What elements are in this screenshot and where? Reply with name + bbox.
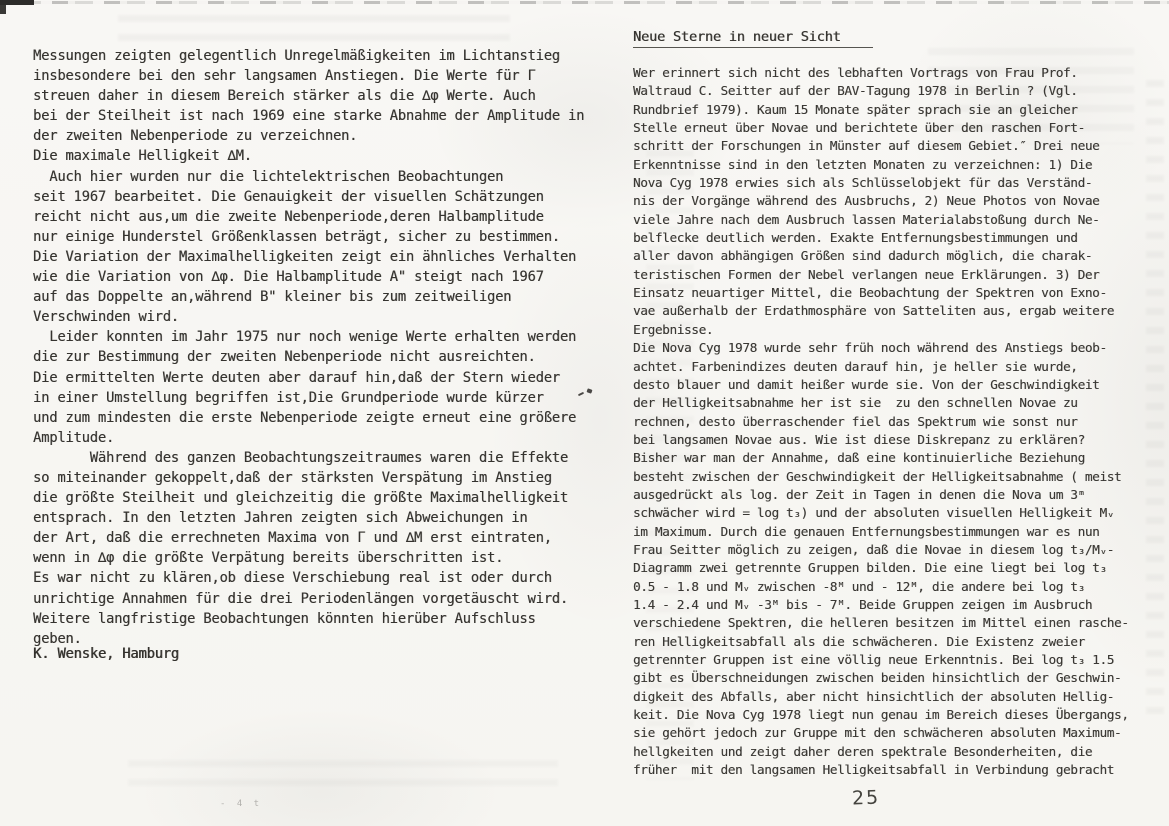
text-line: getrennter Gruppen ist eine völlig neue Erkenntnis. Bei log t₃ 1.5: [633, 652, 1115, 667]
text-line: verschiedene Spektren, die helleren besitzen im Mittel einen rasche-: [633, 615, 1129, 631]
text-line: Rundbrief 1979). Kaum 15 Monate später sprach sie an gleicher: [633, 101, 1078, 117]
text-line: viele Jahre nach dem Ausbruch lassen Materialabstoßung durch Ne-: [633, 211, 1100, 227]
text-line: im Maximum. Durch die genauen Entfernungsbestimmungen war es nun: [633, 523, 1100, 539]
text-line: Weitere langfristige Beobachtungen könnten hierüber Aufschluss: [33, 610, 536, 627]
text-line: und zum mindesten die erste Nebenperiode zeigte erneut eine größere: [33, 409, 577, 426]
scanner-edge-line: [0, 1, 1169, 4]
article-title: Neue Sterne in neuer Sicht: [633, 29, 873, 48]
text-line: Während des ganzen Beobachtungszeitraumes waren die Effekte: [33, 449, 569, 466]
text-line: rechnen, desto überraschender fiel das Spektrum wie sonst nur: [633, 413, 1078, 429]
text-line: der zweiten Nebenperiode zu verzeichnen.: [33, 128, 358, 145]
text-line: digkeit des Abfalls, aber nicht hinsichtlich der absoluten Hellig-: [633, 688, 1115, 704]
text-line: früher mit den langsamen Helligkeitsabfall in Verbindung gebracht: [633, 762, 1115, 778]
text-line: besteht zwischen der Geschwindigkeit der Helligkeitsabnahme ( meist: [633, 468, 1122, 484]
text-line: insbesondere bei den sehr langsamen Anstiegen. Die Werte für Γ: [33, 68, 536, 85]
text-line: achtet. Farbenindizes deuten darauf hin, je heller sie wurde,: [633, 358, 1078, 374]
text-line: bei der Steilheit ist nach 1969 eine starke Abnahme der Amplitude in: [33, 108, 585, 125]
text-line: seit 1967 bearbeitet. Die Genauigkeit der visuellen Schätzungen: [33, 188, 544, 205]
text-line: Amplitude.: [33, 429, 115, 446]
text-line: Die maximale Helligkeit ∆M.: [33, 148, 252, 165]
text-line: nis der Vorgänge während des Ausbruchs, 2) Neue Photos von Novae: [633, 193, 1100, 209]
text-line: reicht nicht aus,um die zweite Nebenperiode,deren Halbamplitude: [33, 208, 544, 225]
text-line: Verschwinden wird.: [33, 309, 179, 326]
text-line: Bisher war man der Annahme, daß eine kontinuierliche Beziehung: [633, 450, 1085, 466]
text-line: in einer Umstellung begriffen ist,Die Grundperiode wurde kürzer: [33, 389, 544, 406]
text-line: Messungen zeigten gelegentlich Unregelmäßigkeiten im Lichtanstieg: [33, 48, 560, 64]
text-line: Ergebnisse.: [633, 321, 714, 337]
text-line: Wer erinnert sich nicht des lebhaften Vortrags von Frau Prof.: [633, 65, 1078, 80]
text-line: Waltraud C. Seitter auf der BAV-Tagung 1978 in Berlin ? (Vgl.: [633, 83, 1078, 99]
text-line: Auch hier wurden nur die lichtelektrischen Beobachtungen: [33, 168, 504, 185]
text-line: schritt der Forschungen in Münster auf diesem Gebiet.″ Drei neue: [633, 138, 1100, 154]
text-line: vae außerhalb der Erdathmosphäre von Satteliten aus, ergab weitere: [633, 303, 1115, 319]
text-line: geben.: [33, 630, 82, 647]
author-signature: K. Wenske, Hamburg: [33, 646, 179, 662]
text-line: wie die Variation von ∆φ. Die Halbamplitude A" steigt nach 1967: [33, 269, 544, 286]
text-line: der Art, daß die errechneten Maxima von Γ und ∆M erst eintraten,: [33, 530, 552, 547]
text-line: ren Helligkeitsabfall als die schwächeren. Die Existenz zweier: [633, 633, 1085, 649]
text-line: unrichtige Annahmen für die drei Periodenlängen vorgetäuscht wird.: [33, 590, 569, 607]
text-line: der Helligkeitsabnahme her ist sie zu den schnellen Novae zu: [633, 395, 1078, 411]
faded-left-page-number: - 4 t: [220, 799, 263, 809]
text-line: nur einige Hunderstel Größenklassen beträgt, sicher zu bestimmen.: [33, 228, 560, 245]
bleed-through-smudge: [118, 15, 510, 45]
text-line: ausgedrückt als log. der Zeit in Tagen in denen die Nova um 3ᵐ: [633, 486, 1085, 502]
text-line: Die Nova Cyg 1978 wurde sehr früh noch während des Anstiegs beob-: [633, 340, 1107, 356]
text-line: Nova Cyg 1978 erwies sich als Schlüsselobjekt für das Verständ-: [633, 175, 1093, 191]
scanner-corner-mark: [0, 0, 34, 5]
text-line: Es war nicht zu klären,ob diese Verschiebung real ist oder durch: [33, 570, 552, 587]
text-line: wenn in ∆φ die größte Verpätung bereits überschritten ist.: [33, 550, 504, 567]
text-line: die größte Steilheit und gleichzeitig die größte Maximalhelligkeit: [33, 490, 569, 507]
right-page-text-column: [633, 64, 1153, 779]
page-number: 25: [851, 786, 881, 810]
text-line: Frau Seitter möglich zu zeigen, daß die Novae in diesem log t₃/Mᵥ-: [633, 541, 1115, 557]
text-line: bei langsamen Novae aus. Wie ist diese Diskrepanz zu erklären?: [633, 431, 1085, 447]
text-line: die zur Bestimmung der zweiten Nebenperiode nicht ausreichten.: [33, 349, 536, 366]
text-line: aller davon abhängigen Größen sind dadurch möglich, die charak-: [633, 248, 1093, 264]
text-line: teristischen Formen der Nebel verlangen neue Erklärungen. 3) Der: [633, 266, 1100, 282]
text-line: gibt es Überschneidungen zwischen beiden hinsichtlich der Geschwin-: [633, 670, 1122, 686]
text-line: belflecke deutlich werden. Exakte Entfernungsbestimmungen und: [633, 230, 1078, 246]
text-line: entsprach. In den letzten Jahren zeigten sich Abweichungen in: [33, 510, 528, 527]
left-page-text-column: [33, 46, 605, 649]
text-line: Diagramm zwei getrennte Gruppen bilden. Die eine liegt bei log t₃: [633, 560, 1107, 576]
text-line: so miteinander gekoppelt,daß der stärksten Verspätung im Anstieg: [33, 469, 552, 486]
text-line: 0.5 - 1.8 und Mᵥ zwischen -8ᴹ und - 12ᴹ, die andere bei log t₃: [633, 578, 1085, 594]
text-line: hellgkeiten und zeigt daher deren spektrale Besonderheiten, die: [633, 743, 1093, 759]
text-line: streuen daher in diesem Bereich stärker als die ∆φ Werte. Auch: [33, 88, 536, 105]
text-line: desto blauer und damit heißer wurde sie. Von der Geschwindigkeit: [633, 376, 1100, 392]
text-line: Stelle erneut über Novae und berichtete über den raschen Fort-: [633, 120, 1085, 136]
text-line: 1.4 - 2.4 und Mᵥ -3ᴹ bis - 7ᴹ. Beide Gruppen zeigen im Ausbruch: [633, 596, 1093, 612]
text-line: schwächer wird = log t₃) und der absoluten visuellen Helligkeit Mᵥ: [633, 505, 1115, 521]
text-line: Einsatz neuartiger Mittel, die Beobachtung der Spektren von Exno-: [633, 285, 1107, 301]
text-line: Leider konnten im Jahr 1975 nur noch wenige Werte erhalten werden: [33, 329, 577, 346]
text-line: sie gehört jedoch zur Gruppe mit den schwächeren absoluten Maximum-: [633, 725, 1122, 741]
text-line: auf das Doppelte an,während B" kleiner bis zum zeitweiligen: [33, 289, 512, 306]
text-line: Die ermittelten Werte deuten aber darauf hin,daß der Stern wieder: [33, 369, 560, 386]
text-line: keit. Die Nova Cyg 1978 liegt nun genau im Bereich dieses Übergangs,: [633, 707, 1129, 723]
text-line: Die Variation der Maximalhelligkeiten zeigt ein ähnliches Verhalten: [33, 248, 577, 265]
bleed-through-smudge: [128, 760, 558, 788]
text-line: Erkenntnisse sind in den letzten Monaten zu verzeichnen: 1) Die: [633, 156, 1093, 172]
